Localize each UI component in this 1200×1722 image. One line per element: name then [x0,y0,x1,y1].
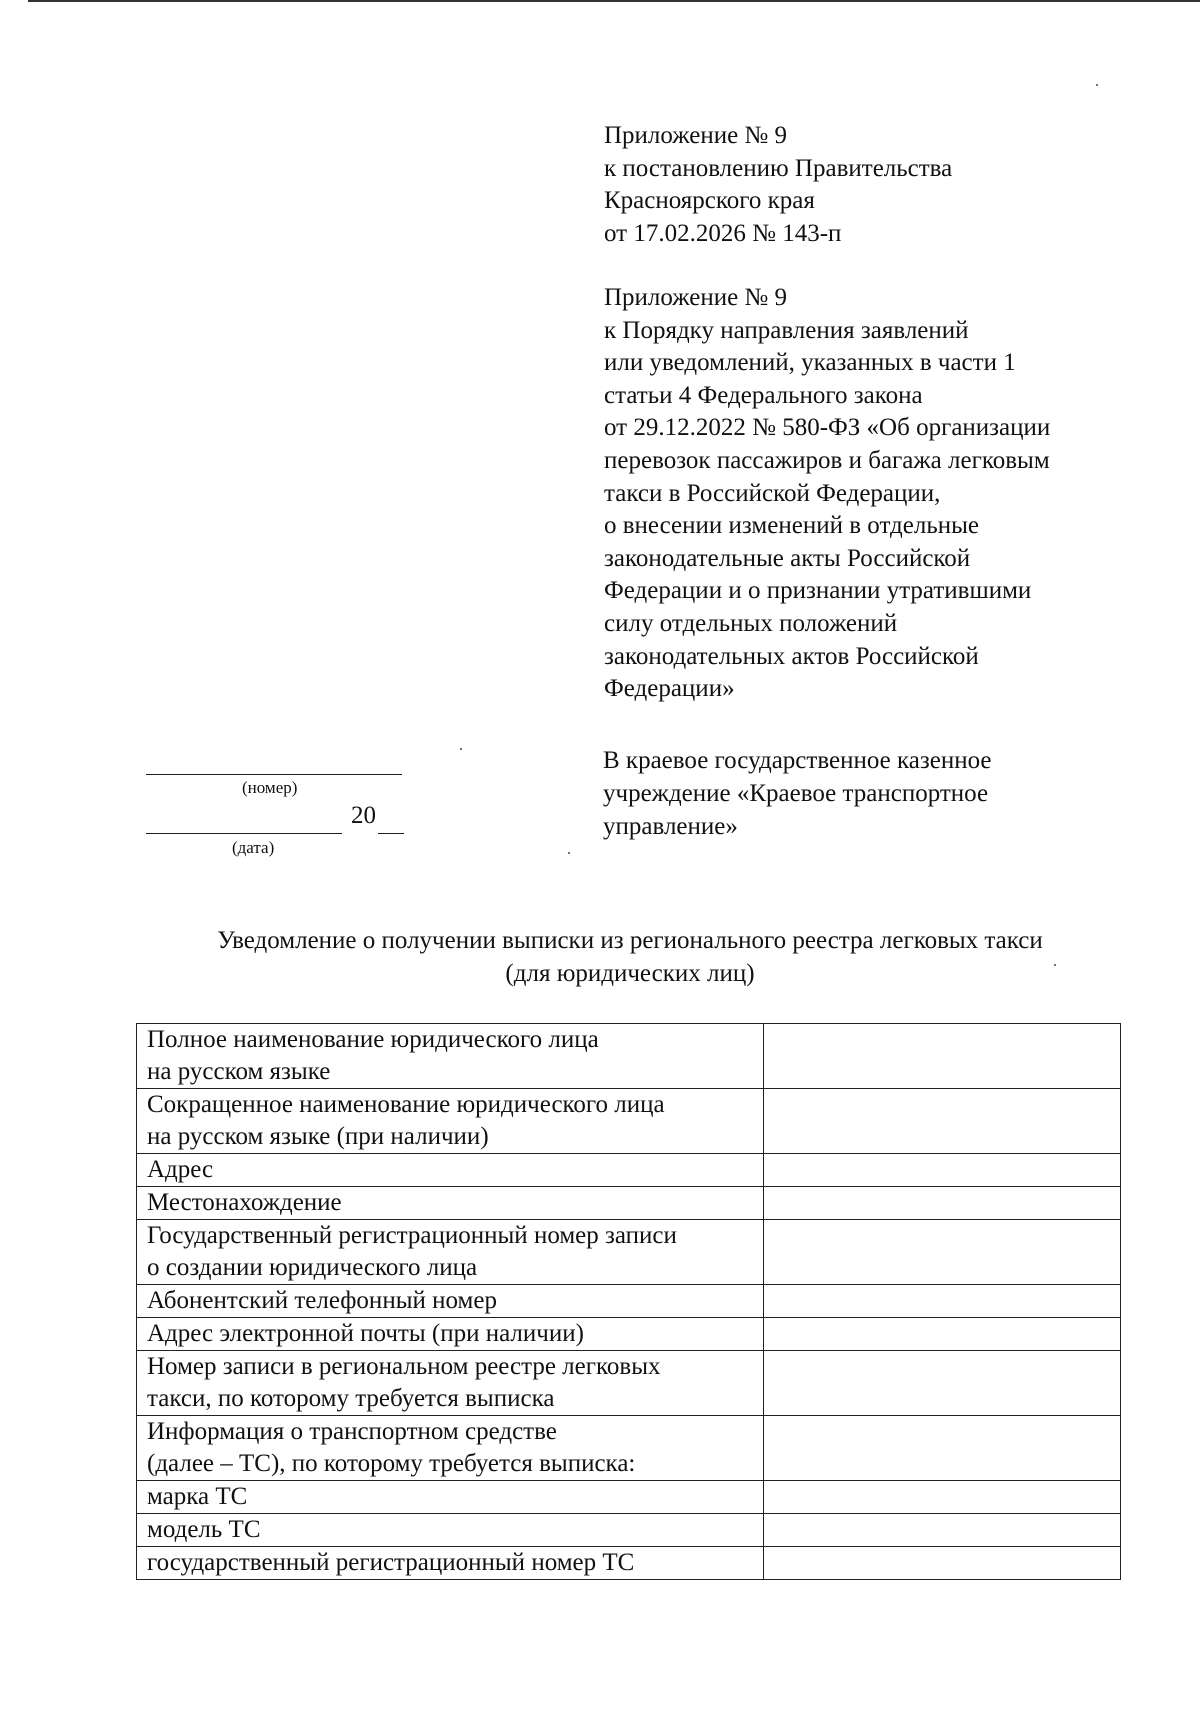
field-label [137,1154,764,1187]
scan-speck [1054,964,1056,966]
appendix-line: законодательные акты Российской [604,544,971,572]
field-value-cell[interactable] [763,1351,1120,1416]
notification-form-table [136,1023,1121,1580]
scan-speck [460,748,462,750]
field-label [137,1220,764,1285]
field-value-cell[interactable] [763,1514,1120,1547]
field-value-cell[interactable] [763,1024,1120,1089]
table-row [137,1285,1121,1318]
field-value-cell[interactable] [763,1416,1120,1481]
date-blank-line[interactable] [146,833,342,834]
field-label [137,1481,764,1514]
field-value-cell[interactable] [763,1285,1120,1318]
field-value-cell[interactable] [763,1154,1120,1187]
field-value-cell[interactable] [763,1547,1120,1580]
label-line: Полное наименование юридического лица [147,1026,599,1053]
addressee-block [603,744,992,843]
field-label [137,1351,764,1416]
table-row [137,1220,1121,1285]
number-caption: (номер) [242,778,298,797]
field-value-cell[interactable] [763,1220,1120,1285]
table-row [137,1514,1121,1547]
table-row [137,1089,1121,1154]
appendix-line: законодательных актов Российской [604,642,979,670]
appendix-line: Приложение № 9 [604,122,788,149]
table-row [137,1154,1121,1187]
addressee-line: управление» [603,813,738,840]
label-line: Местонахождение [147,1189,342,1216]
addressee-line: учреждение «Краевое транспортное [603,780,989,807]
appendix-line: статьи 4 Федерального закона [604,381,923,409]
appendix-line: Красноярского края [604,187,815,215]
scan-speck [1096,84,1098,86]
appendix-line: Федерации» [604,675,735,703]
label-line: Государственный регистрационный номер записи [147,1222,677,1249]
field-label [137,1547,764,1580]
appendix-header-procedure [604,282,1124,706]
field-label [137,1089,764,1154]
label-line: такси, по которому требуется выписка [147,1385,555,1412]
title-line: Уведомление о получении выписки из регионального реестра легковых такси [217,927,1043,954]
field-label [137,1318,764,1351]
date-caption: (дата) [232,838,275,857]
scan-top-edge [28,0,1200,2]
label-line: марка ТС [147,1483,248,1510]
table-row [137,1481,1121,1514]
appendix-line: Приложение № 9 [604,284,788,311]
field-label [137,1024,764,1089]
appendix-line: такси в Российской Федерации, [604,479,941,507]
field-label [137,1285,764,1318]
number-date-block [146,756,416,866]
table-row [137,1547,1121,1580]
table-row [137,1416,1121,1481]
field-value-cell[interactable] [763,1187,1120,1220]
label-line: Адрес [147,1156,214,1183]
field-value-cell[interactable] [763,1318,1120,1351]
year-blank-line[interactable] [378,833,404,834]
number-blank-line[interactable] [146,774,402,775]
appendix-line: или уведомлений, указанных в части 1 [604,349,1016,377]
table-row [137,1024,1121,1089]
label-line: Сокращенное наименование юридического лица [147,1091,665,1118]
table-row [137,1351,1121,1416]
scan-speck [568,852,570,854]
label-line: (далее – ТС), по которому требуется выписка: [147,1450,636,1477]
appendix-line: о внесении изменений в отдельные [604,512,979,540]
field-value-cell[interactable] [763,1481,1120,1514]
addressee-line: В краевое государственное казенное [603,747,992,774]
label-line: о создании юридического лица [147,1254,478,1281]
appendix-line: перевозок пассажиров и багажа легковым [604,446,1050,474]
field-value-cell[interactable] [763,1089,1120,1154]
label-line: Абонентский телефонный номер [147,1287,497,1314]
document-title [120,924,1140,990]
label-line: модель ТС [147,1516,261,1543]
appendix-line: к Порядку направления заявлений [604,316,969,344]
label-line: Информация о транспортном средстве [147,1418,557,1445]
field-label [137,1187,764,1220]
appendix-line: от 29.12.2022 № 580-ФЗ «Об организации [604,414,1051,442]
field-label [137,1416,764,1481]
appendix-line: силу отдельных положений [604,609,898,637]
appendix-line: от 17.02.2026 № 143-п [604,219,842,247]
label-line: Адрес электронной почты (при наличии) [147,1320,584,1347]
table-row [137,1187,1121,1220]
field-label [137,1514,764,1547]
appendix-line: к постановлению Правительства [604,154,953,182]
table-row [137,1318,1121,1351]
title-line: (для юридических лиц) [505,960,755,987]
year-prefix: 20 [351,802,376,829]
label-line: Номер записи в региональном реестре легковых [147,1353,661,1380]
label-line: государственный регистрационный номер ТС [147,1549,635,1576]
label-line: на русском языке [147,1058,331,1085]
label-line: на русском языке (при наличии) [147,1123,489,1150]
appendix-line: Федерации и о признании утратившими [604,577,1032,605]
appendix-header-resolution [604,120,1124,250]
